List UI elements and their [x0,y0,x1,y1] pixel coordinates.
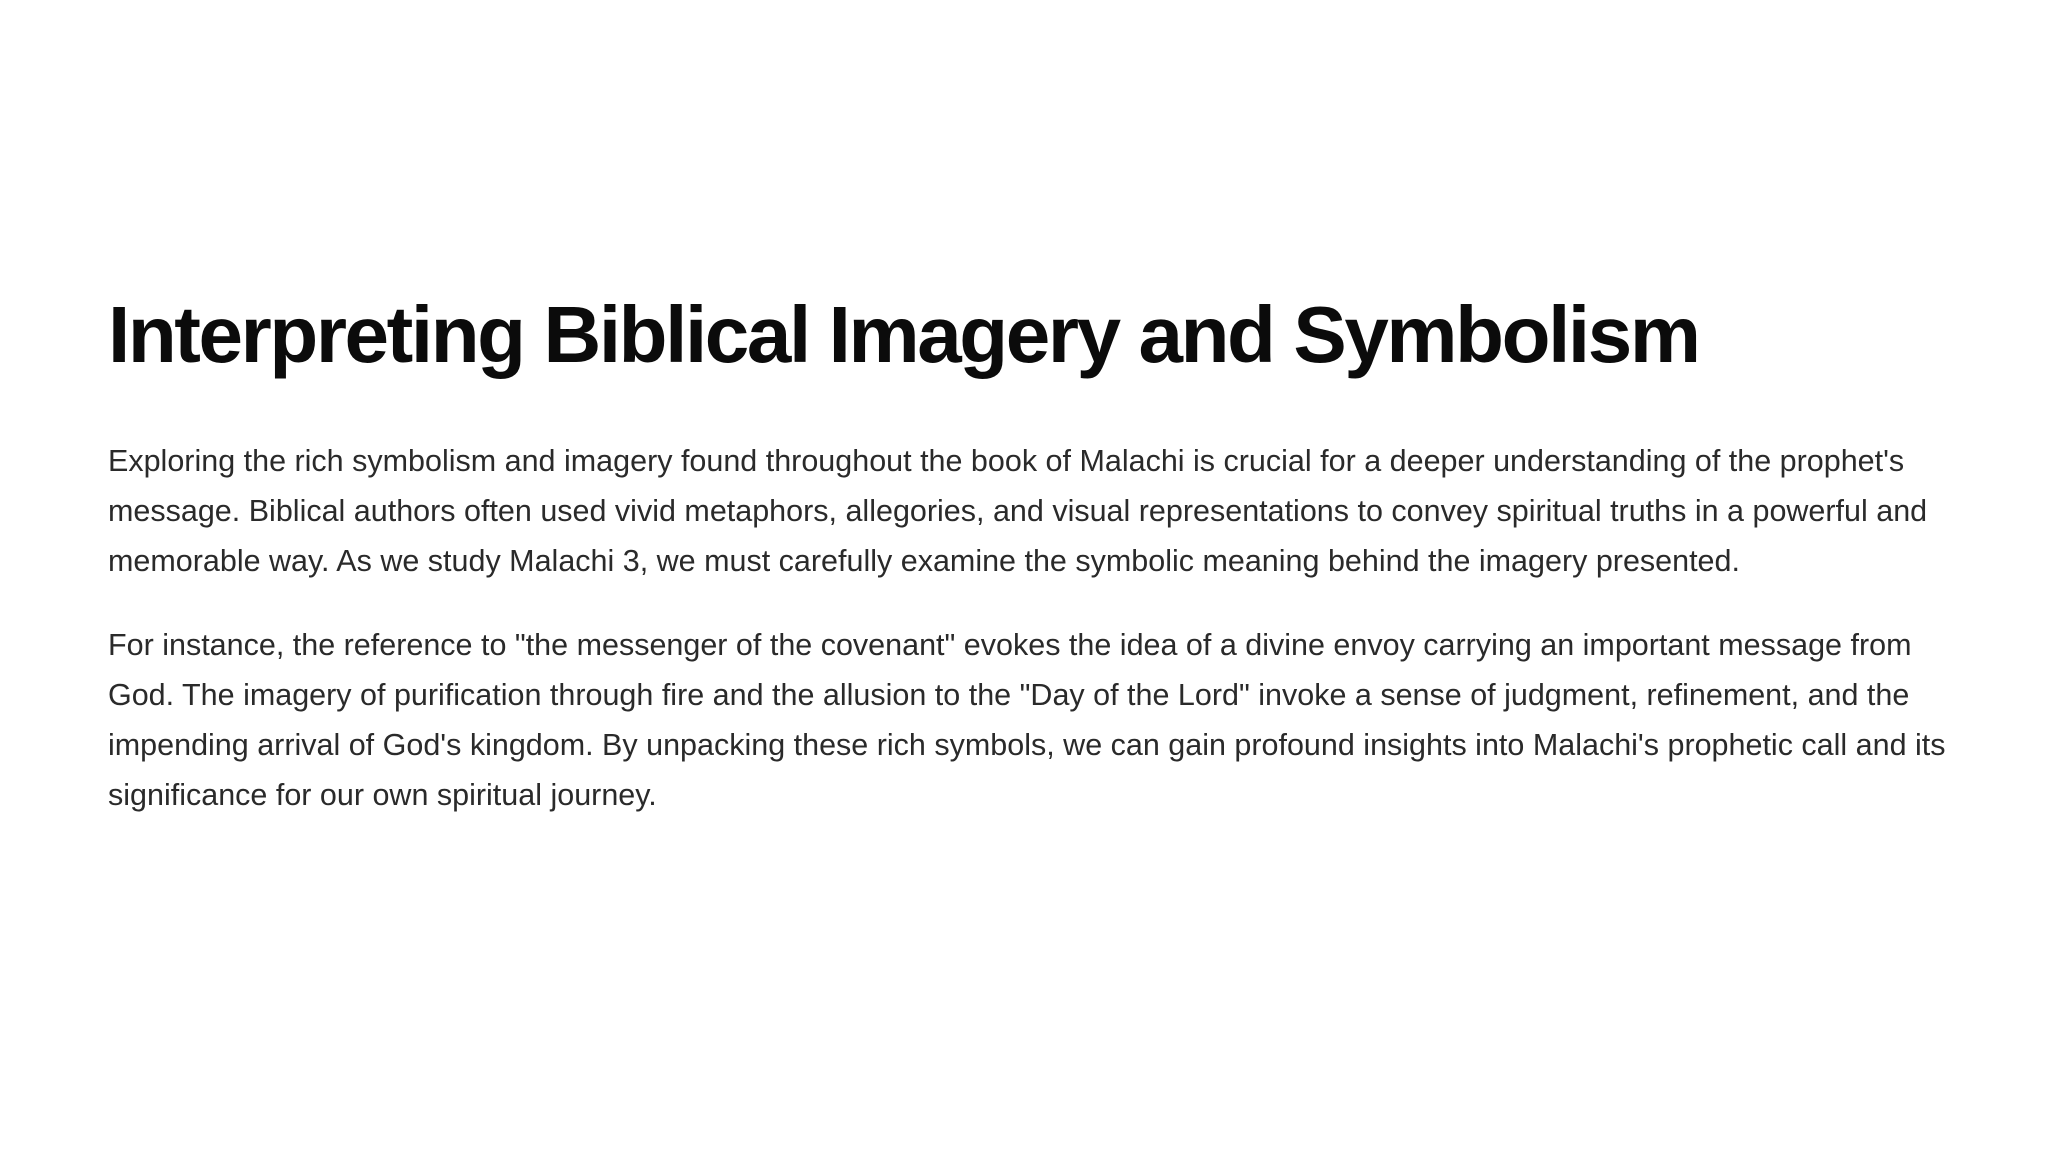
body-paragraph-1: Exploring the rich symbolism and imagery found throughout the book of Malachi is crucial for a deeper understanding of the prophet's message. Biblical authors often used vivid metaphors, allegories, and visual representations to convey spiritual truths in a powerful and memorable way. As we study Malachi 3, we must carefully examine the symbolic meaning behind the imagery presented. [108,444,1928,578]
body-paragraph-2: For instance, the reference to "the messenger of the covenant" evokes the idea of a divine envoy carrying an important message from God. The imagery of purification through fire and the allusion to the "Day of the Lord" invoke a sense of judgment, refinement, and the impending arrival of God's kingdom. By unpacking these rich symbols, we can gain profound insights into Malachi's prophetic call and its significance for our own spiritual journey. [108,628,1946,812]
slide-content [108,288,1968,820]
slide-title: Interpreting Biblical Imagery and Symbolism [108,290,1699,379]
